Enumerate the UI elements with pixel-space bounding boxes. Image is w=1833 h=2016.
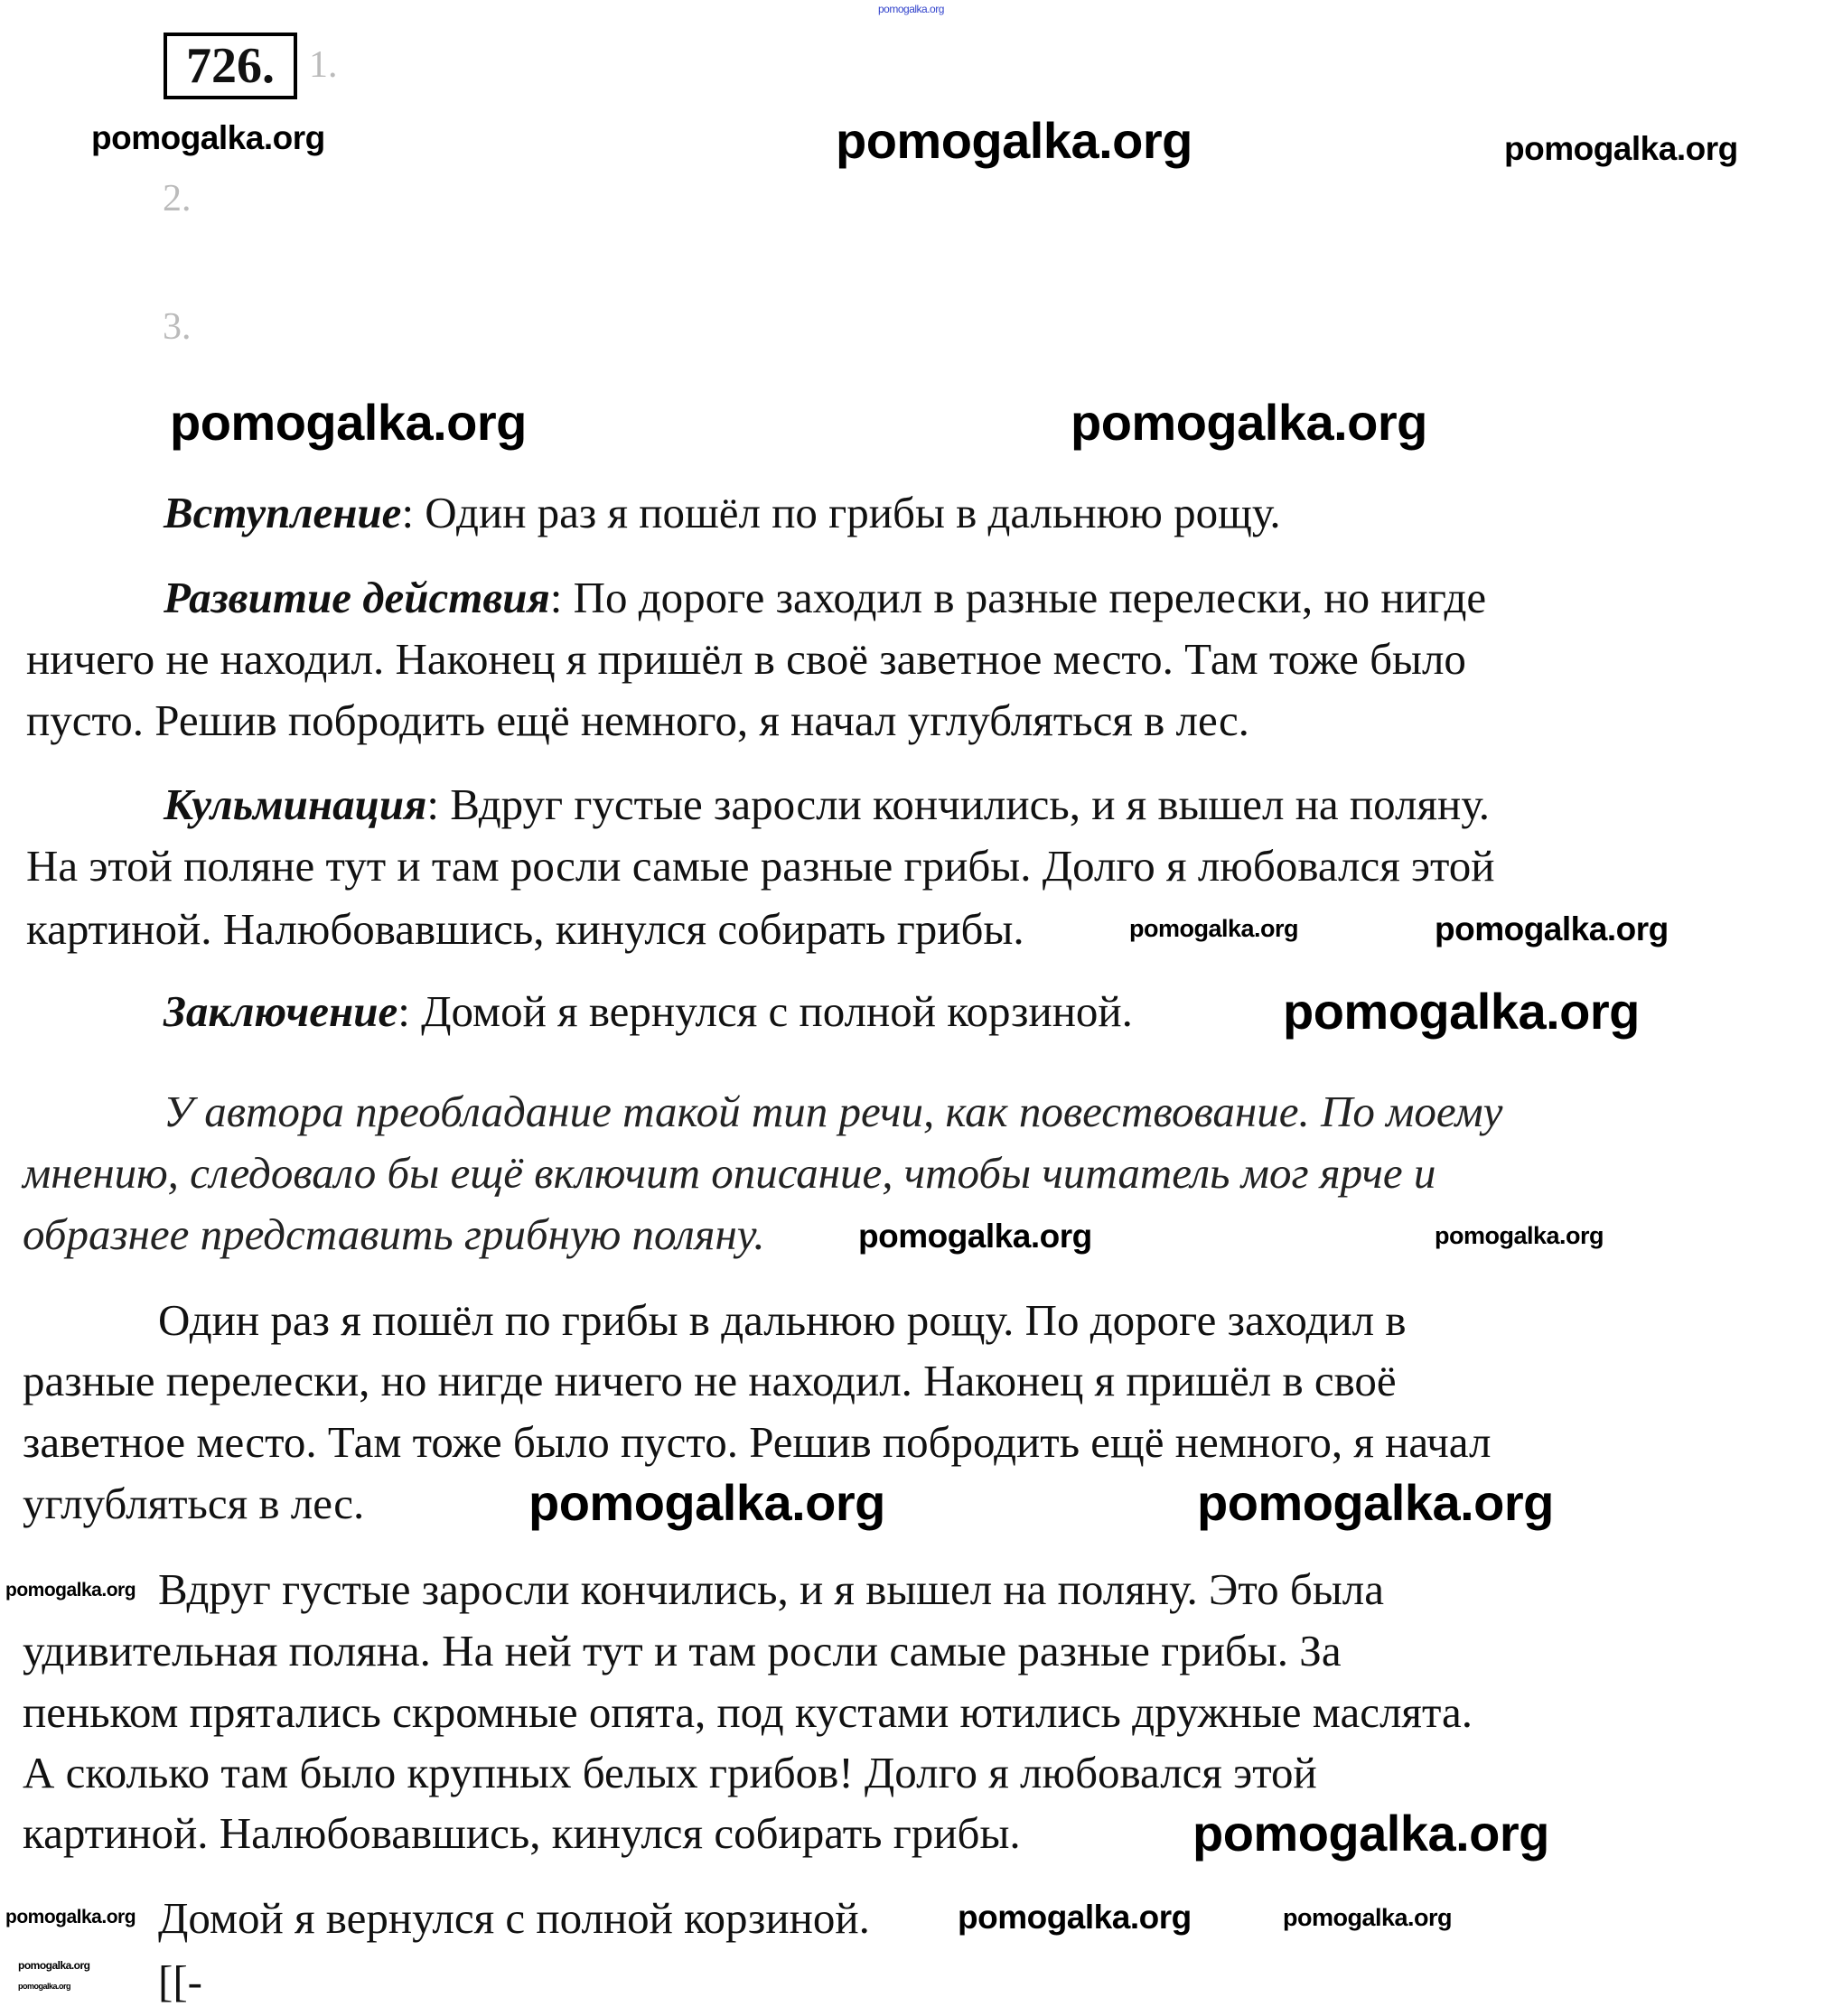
analysis-line: образнее представить грибную поляну. <box>23 1209 765 1259</box>
list-number-1: 1. <box>309 44 338 86</box>
text: : Домой я вернулся с полной корзиной. <box>397 986 1133 1036</box>
development-line: пусто. Решив побродить ещё немного, я начал углубляться в лес. <box>26 695 1249 745</box>
watermark: pomogalka.org <box>858 1218 1092 1255</box>
analysis-line: У автора преобладание такой тип речи, как повествование. По моему <box>164 1087 1503 1136</box>
text: : Вдруг густые заросли кончились, и я вышел на поляну. <box>426 779 1491 829</box>
watermark: pomogalka.org <box>5 1907 136 1927</box>
list-number-3: 3. <box>163 306 192 348</box>
watermark: pomogalka.org <box>1435 910 1669 947</box>
watermark: pomogalka.org <box>18 1982 71 1991</box>
story-line: разные перелески, но нигде ничего не находил. Наконец я пришёл в своё <box>23 1356 1397 1405</box>
intro-line <box>164 482 1281 544</box>
story-line: картиной. Налюбовавшись, кинулся собирать грибы. <box>23 1808 1021 1858</box>
tail-text: [[- <box>158 1956 202 2006</box>
story-line: Домой я вернулся с полной корзиной. <box>158 1893 870 1943</box>
watermark: pomogalka.org <box>836 112 1192 169</box>
watermark: pomogalka.org <box>1283 983 1640 1040</box>
conclusion-line <box>164 981 1133 1042</box>
watermark: pomogalka.org <box>958 1899 1192 1936</box>
development-line <box>164 567 1486 629</box>
story-line: Вдруг густые заросли кончились, и я вышел на поляну. Это была <box>158 1564 1384 1614</box>
story-line: А сколько там было крупных белых грибов! Долго я любовался этой <box>23 1748 1317 1797</box>
watermark: pomogalka.org <box>878 3 944 15</box>
watermark: pomogalka.org <box>170 394 527 451</box>
watermark: pomogalka.org <box>18 1959 90 1972</box>
climax-line: картиной. Налюбовавшись, кинулся собирать грибы. <box>26 904 1024 954</box>
text: : По дороге заходил в разные перелески, но нигде <box>549 573 1487 622</box>
watermark: pomogalka.org <box>528 1474 885 1531</box>
list-number-2: 2. <box>163 178 192 219</box>
intro-label: Вступление <box>164 488 402 537</box>
watermark: pomogalka.org <box>1192 1805 1549 1862</box>
watermark: pomogalka.org <box>1504 130 1738 167</box>
story-line: заветное место. Там тоже было пусто. Решив побродить ещё немного, я начал <box>23 1417 1492 1467</box>
climax-label: Кульминация <box>164 779 427 829</box>
watermark: pomogalka.org <box>5 1580 136 1601</box>
climax-line <box>164 774 1490 835</box>
development-label: Развитие действия <box>164 573 550 622</box>
story-line: углубляться в лес. <box>23 1479 365 1528</box>
watermark: pomogalka.org <box>1283 1904 1453 1931</box>
text: : Один раз я пошёл по грибы в дальнюю рощу. <box>401 488 1281 537</box>
story-line: пеньком прятались скромные опята, под кустами ютились дружные маслята. <box>23 1687 1473 1737</box>
watermark: pomogalka.org <box>1197 1474 1554 1531</box>
development-line: ничего не находил. Наконец я пришёл в своё заветное место. Там тоже было <box>26 634 1466 684</box>
conclusion-label: Заключение <box>164 986 398 1036</box>
watermark: pomogalka.org <box>1071 394 1427 451</box>
watermark: pomogalka.org <box>1435 1222 1604 1249</box>
analysis-line: мнению, следовало бы ещё включит описание, чтобы читатель мог ярче и <box>23 1148 1436 1198</box>
task-number: 726. <box>164 33 297 99</box>
watermark: pomogalka.org <box>91 119 325 156</box>
climax-line: На этой поляне тут и там росли самые разные грибы. Долго я любовался этой <box>26 841 1495 891</box>
story-line: Один раз я пошёл по грибы в дальнюю рощу. По дороге заходил в <box>158 1295 1407 1345</box>
watermark: pomogalka.org <box>1129 915 1299 942</box>
story-line: удивительная поляна. На ней тут и там росли самые разные грибы. За <box>23 1626 1342 1675</box>
